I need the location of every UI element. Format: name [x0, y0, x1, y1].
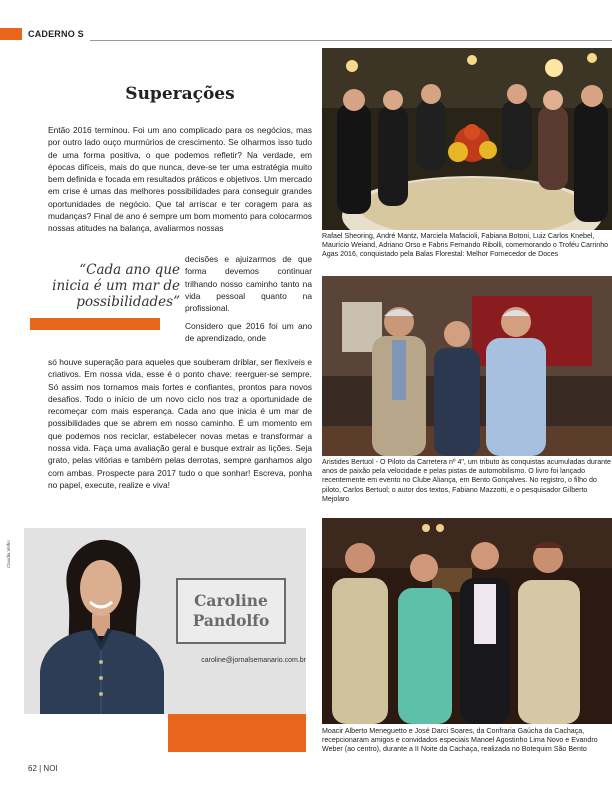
author-accent-block: [168, 714, 306, 752]
section-divider: [90, 40, 612, 41]
page-number: 62 | NOI: [28, 764, 58, 773]
author-email[interactable]: caroline@jornalsemanario.com.br: [201, 657, 306, 664]
book-launch-caption: Aristides Bertuol - O Piloto da Carretera nº 4", um tributo às conquistas acumuladas durante anos de paixão pela velocidade e pelas pistas de automobilismo. O livro foi lançado recentemente em evento no Clube Aliança, em Bento Gonçalves. No registro, o filho do piloto, Carlos Bertuol; o autor dos textos, Fabiano Mazzotti, e o pesquisador Gilberto Mejolaro: [322, 458, 612, 503]
quote-accent-bar: [30, 318, 160, 330]
book-launch-photo: [322, 276, 612, 456]
cachaca-night-photo: [322, 518, 612, 724]
author-last-name: Pandolfo: [192, 611, 270, 630]
article-title: Superações: [125, 84, 235, 104]
article-paragraph-2: decisões e ajuizarmos de que forma devemos continuar trilhando nosso caminho tanto na vida pessoal quanto na profissional.: [185, 254, 312, 314]
author-photo: [34, 532, 170, 714]
article-paragraph-1: Então 2016 terminou. Foi um ano complicado para os negócios, mas por outro lado ouço murmúrios de crescimento. Se olharmos isso tudo de uma forma positiva, o que podemos refletir? Na verdade, em épocas difíceis, mais do que nunca, deve-se ter uma estratégia muito bem definida e focada em resultados práticos e objetivos. Um mercado em crise é umas das melhores possibilidades para conseguir grandes oportunidades de negócio. Que tal arriscar e ter coragem para as mudanças? Final de ano é sempre um bom momento para colocarmos nossas atitudes na balança, avaliarmos nossas: [48, 125, 312, 234]
cachaca-night-caption: Moacir Alberto Meneguetto e José Darci Soares, da Confraria Gaúcha da Cachaça, recepcionaram amigos e convidados especiais Manoel Agostinho Lima Novo e Evandro Weber (ao centro), durante a II Noite da Cachaça, realizada no Botequim São Bento: [322, 727, 598, 754]
photo-credit: Claudia Velho: [6, 540, 11, 568]
banquet-caption: Rafael Sheoring, André Mantz, Marciela Mafacioli, Fabiana Botoni, Luiz Carlos Knebel, Maurício Weiand, Adriano Orso e Fabris Fernando Ribolli, comemorando o Troféu Carrinho Agas 2016, conquistado pela Balas Florestal: Melhor Fornecedor de Doces: [322, 232, 609, 259]
author-name-card: [176, 578, 286, 644]
article-paragraph-3: Considero que 2016 foi um ano de aprendizado, onde: [185, 321, 312, 344]
section-label: CADERNO S: [28, 29, 84, 39]
section-accent-bar: [0, 28, 22, 40]
article-paragraph-4: só houve superação para aqueles que souberam driblar, ser flexíveis e criativos. Em nossa vida, esse é o ponto chave: reerguer-se sempre. Só assim nos tornamos mais fortes e confiantes, prontos para novos desafios. Todo o início de um novo ciclo nos traz a oportunidade de recomeçar com mais esperança. Cada ano que inicia é um mar de possibilidades que se abrem em nosso caminho. É um momento em que podemos nos reciclar, estabelecer novas metas e transformar a nossa vida. Faça uma avaliação geral e busque extrair as lições. Seja grato, pelas vitórias e também pelas derrotas, sempre ganhamos algo com ambas. Prospecte para 2017 tudo o que sonhar! Escreva, ponha no papel, execute, realize e viva!: [48, 357, 312, 490]
pull-quote: “Cada ano que inicia é um mar de possibilidades”: [52, 262, 180, 310]
author-first-name: Caroline: [194, 591, 268, 610]
banquet-photo: [322, 48, 612, 230]
